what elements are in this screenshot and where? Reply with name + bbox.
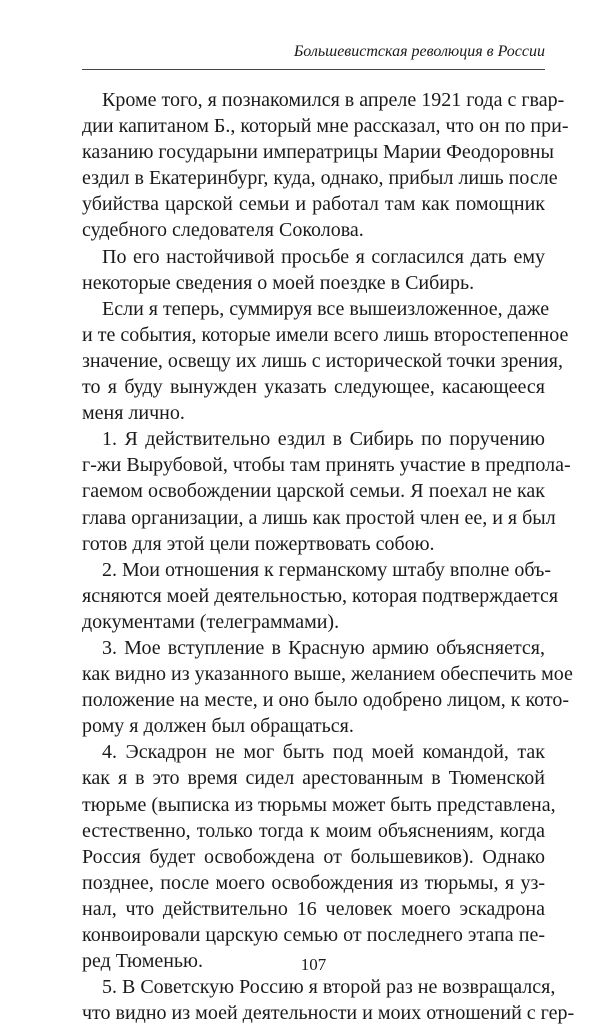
page-number: 107 <box>300 955 327 974</box>
text-line: конвоировали царскую семью от последнего этапа пе- <box>82 924 545 946</box>
text-line: глава организации, а лишь как простой член ее, и я был <box>82 506 556 529</box>
text-line: некоторые сведения о моей поездке в Сибирь. <box>82 271 475 294</box>
text-line: что видно из моей деятельности и моих отношений с гер- <box>82 1002 575 1025</box>
text-line: гаемом освобождении царской семьи. Я поехал не как <box>82 480 545 503</box>
text-line: значение, освещу их лишь с исторической точки зрения, <box>82 349 563 372</box>
text-line: тюрьме (выписка из тюрьмы может быть представлена, <box>82 793 556 816</box>
text-line: убийства царской семьи и работал там как помощник <box>82 193 545 216</box>
header-rule <box>82 69 545 70</box>
text-line: г-жи Вырубовой, чтобы там принять участие в предпола- <box>82 454 571 477</box>
text-line: казанию государыни императрицы Марии Феодоровны <box>82 141 554 164</box>
text-line: и те события, которые имели всего лишь второстепенное <box>82 323 569 346</box>
text-line: 4. Эскадрон не мог быть под моей командой, так <box>102 741 545 764</box>
body-text <box>82 87 575 1026</box>
text-line: По его настойчивой просьбе я согласился дать ему <box>102 245 545 268</box>
text-line: 3. Мое вступление в Красную армию объясняется, <box>102 636 545 659</box>
text-line: как я в это время сидел арестованным в Тюменской <box>82 767 545 790</box>
text-line: как видно из указанного выше, желанием обеспечить мое <box>82 663 573 686</box>
text-line: Россия будет освобождена от большевиков). Однако <box>82 845 545 868</box>
text-line: судебного следователя Соколова. <box>82 219 364 242</box>
text-line: ездил в Екатеринбург, куда, однако, прибыл лишь после <box>82 167 558 190</box>
text-line: 1. Я действительно ездил в Сибирь по поручению <box>102 428 545 451</box>
text-line: то я буду вынужден указать следующее, касающееся <box>82 376 545 399</box>
text-line: положение на месте, и оно было одобрено лицом, к кото- <box>82 689 570 712</box>
text-line: ред Тюменью. <box>82 950 203 973</box>
text-line: нал, что действительно 16 человек моего эскадрона <box>82 897 545 920</box>
text-line: 5. В Советскую Россию я второй раз не возвращался, <box>102 976 556 999</box>
text-line: меня лично. <box>82 402 185 425</box>
text-line: 2. Мои отношения к германскому штабу вполне объ- <box>102 558 552 581</box>
text-line: готов для этой цели пожертвовать собою. <box>82 532 435 555</box>
text-line: естественно, только тогда к моим объяснениям, когда <box>82 819 545 842</box>
text-line: позднее, после моего освобождения из тюрьмы, я уз- <box>82 871 545 894</box>
running-head: Большевистская революция в России <box>293 43 545 60</box>
text-line: Если я теперь, суммируя все вышеизложенное, даже <box>102 297 550 320</box>
text-line: документами (телеграммами). <box>82 610 340 633</box>
text-line: Кроме того, я познакомился в апреле 1921 года с гвар- <box>102 89 565 111</box>
text-line: ясняются моей деятельностью, которая подтверждается <box>82 584 559 607</box>
text-line: дии капитаном Б., который мне рассказал, что он по при- <box>82 115 569 138</box>
text-line: рому я должен был обращаться. <box>82 715 354 738</box>
